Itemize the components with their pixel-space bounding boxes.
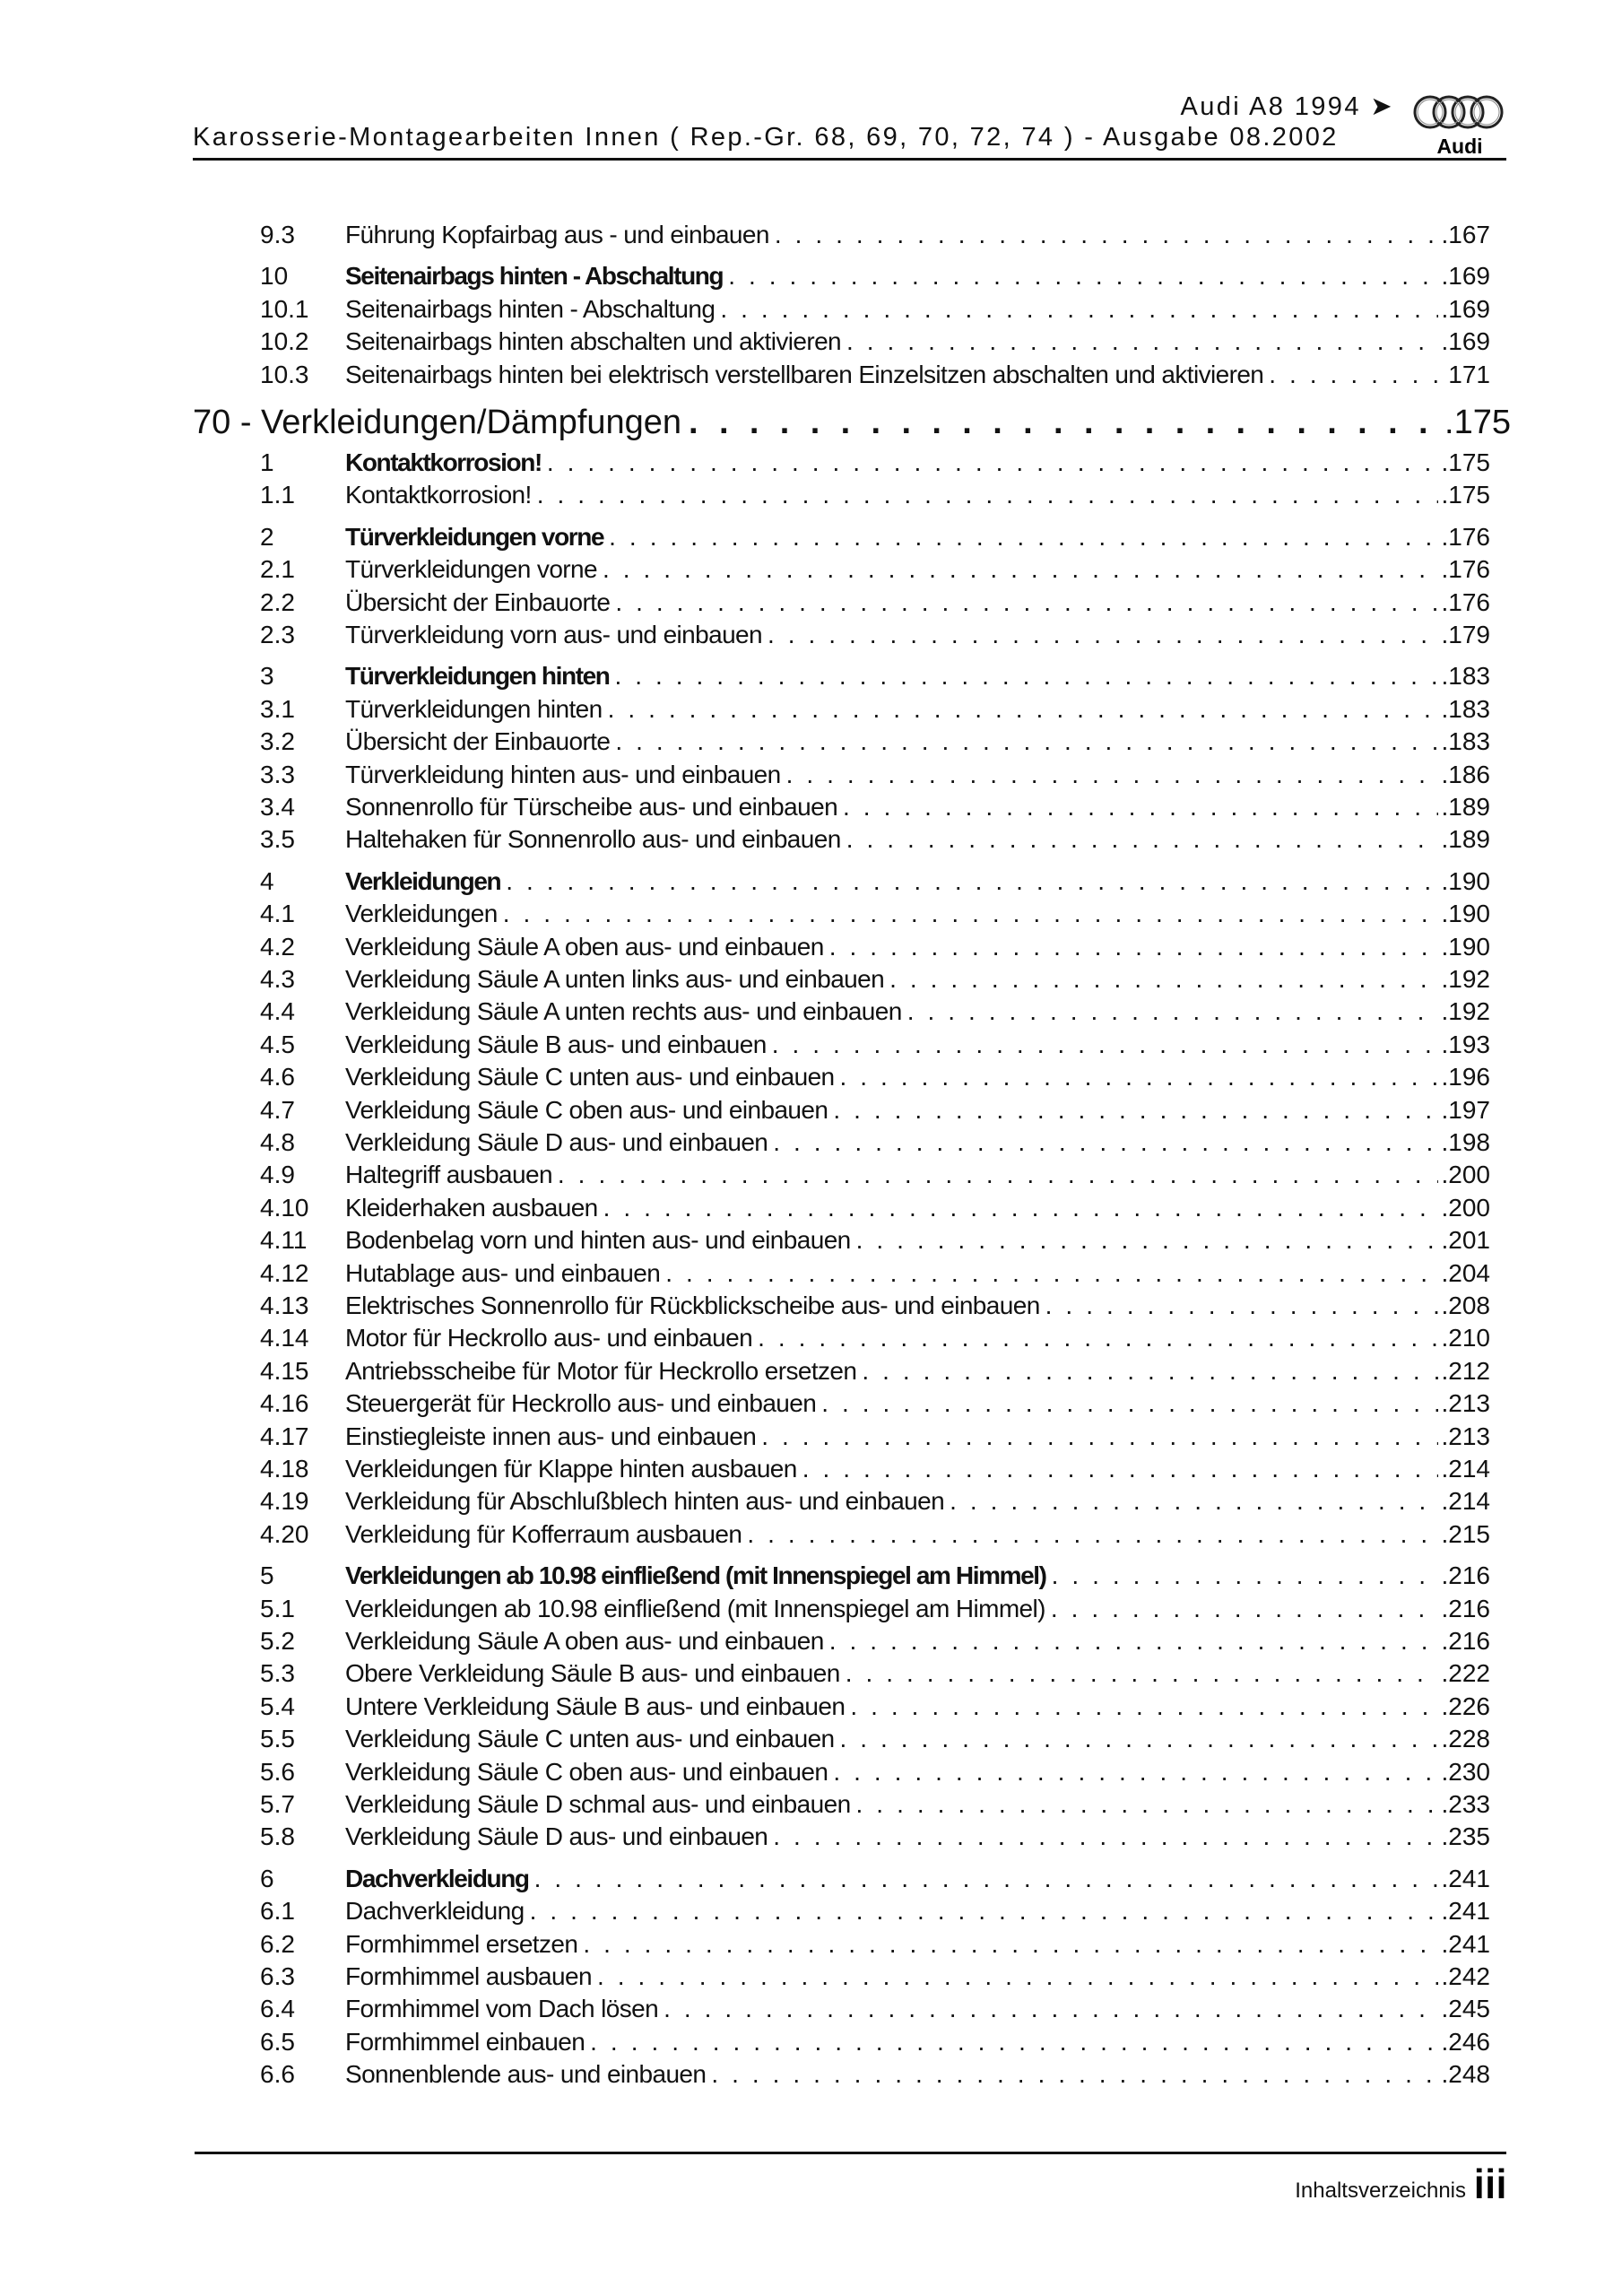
toc-entry-page[interactable]: .222	[1441, 1659, 1490, 1688]
toc-entry[interactable]	[260, 1257, 1490, 1290]
footer-divider	[195, 2152, 1506, 2154]
toc-entry[interactable]	[260, 1593, 1490, 1625]
dot-leader	[603, 1192, 1438, 1224]
toc-entry-number: 6.1	[260, 1897, 295, 1926]
dot-leader	[856, 1788, 1438, 1821]
toc-entry[interactable]	[260, 726, 1490, 758]
toc-entry-page[interactable]: .246	[1441, 2027, 1490, 2056]
toc-entry-page[interactable]: .179	[1441, 621, 1490, 648]
toc-entry-page[interactable]: .183	[1441, 694, 1490, 723]
toc-entry-page[interactable]: .198	[1441, 1128, 1490, 1156]
toc-entry-title[interactable]: Verkleidungen	[345, 900, 498, 928]
dot-leader	[840, 1723, 1438, 1755]
toc-entry-number: 10.3	[260, 360, 309, 388]
toc-entry[interactable]	[260, 898, 1490, 930]
toc-entry-title[interactable]: Verkleidung Säule D aus- und einbauen	[345, 1128, 768, 1156]
toc-entry-title[interactable]: Sonnenblende aus- und einbauen	[345, 2060, 707, 2089]
toc-entry-number: 4.17	[260, 1422, 309, 1450]
toc-entry-page[interactable]: .228	[1441, 1725, 1490, 1753]
toc-entry-title[interactable]: Dachverkleidung	[345, 1864, 529, 1892]
toc-entry[interactable]	[260, 1322, 1490, 1354]
toc-entry[interactable]	[260, 1387, 1490, 1420]
toc-entry-number: 1	[260, 448, 274, 476]
toc-entry-title[interactable]: Hutablage aus- und einbauen	[345, 1258, 661, 1287]
toc-entry-page[interactable]: .245	[1441, 1995, 1490, 2023]
toc-entry-page[interactable]: .210	[1441, 1324, 1490, 1352]
toc-entry-page[interactable]: .176	[1441, 522, 1490, 551]
toc-entry-number: 5	[260, 1561, 274, 1590]
toc-entry[interactable]	[260, 553, 1490, 586]
toc-entry-title[interactable]: Formhimmel vom Dach lösen	[345, 1995, 659, 2023]
toc-entry[interactable]	[260, 1895, 1490, 1927]
toc-entry-page[interactable]: .175	[1441, 481, 1490, 509]
toc-entry-number: 4.11	[260, 1226, 308, 1255]
dot-leader	[907, 996, 1438, 1028]
audi-four-rings-icon	[1411, 93, 1508, 131]
dot-leader	[1269, 359, 1444, 391]
toc-entry-number: 4.19	[260, 1487, 309, 1516]
header-divider	[193, 158, 1506, 161]
toc-entry-title[interactable]: Türverkleidungen vorne	[345, 555, 597, 584]
toc-entry-page[interactable]: .230	[1441, 1757, 1490, 1786]
toc-entry[interactable]	[260, 865, 1490, 898]
toc-entry-number: 5.5	[260, 1725, 295, 1753]
toc-entry-number: 5.2	[260, 1627, 295, 1655]
toc-entry-page[interactable]: .216	[1441, 1561, 1490, 1590]
toc-entry-number: 5.1	[260, 1594, 295, 1622]
dot-leader	[615, 726, 1437, 758]
toc-entry-title[interactable]: Türverkleidung hinten aus- und einbauen	[345, 760, 781, 788]
dot-leader	[597, 1961, 1438, 1993]
dot-leader	[728, 260, 1437, 292]
toc-entry-page[interactable]: .167	[1441, 221, 1490, 248]
dot-leader	[761, 1421, 1437, 1453]
toc-entry-page[interactable]: .190	[1441, 866, 1490, 895]
toc-entry-title[interactable]: Türverkleidungen vorne	[345, 522, 604, 551]
toc-entry[interactable]	[260, 1691, 1490, 1723]
toc-entry-number: 4.1	[260, 900, 295, 928]
toc-entry-page[interactable]: .216	[1441, 1627, 1490, 1655]
footer-section-label: Inhaltsverzeichnis	[1295, 2179, 1466, 2203]
toc-entry-title[interactable]: Verkleidung Säule A unten links aus- und einbauen	[345, 965, 885, 993]
toc-entry[interactable]	[260, 359, 1490, 391]
dot-leader	[786, 759, 1438, 791]
toc-entry-number: 5.8	[260, 1822, 295, 1851]
toc-entry-number: 6.3	[260, 1962, 295, 1990]
toc-entry[interactable]	[260, 931, 1490, 963]
toc-entry[interactable]	[260, 1821, 1490, 1853]
dot-leader	[664, 1993, 1437, 2025]
dot-leader	[843, 791, 1437, 823]
chapter-title[interactable]: 70 - Verkleidungen/Dämpfungen	[193, 404, 682, 441]
dot-leader	[773, 1126, 1437, 1159]
toc-entry-number: 4.15	[260, 1356, 309, 1385]
dot-leader	[758, 1322, 1437, 1354]
dot-leader	[608, 693, 1438, 726]
toc-entry-page[interactable]: .208	[1441, 1292, 1490, 1319]
toc-entry[interactable]	[260, 1355, 1490, 1387]
toc-entry-page[interactable]: .186	[1441, 760, 1490, 788]
toc-entry-number: 4.6	[260, 1063, 295, 1091]
toc-entry-number: 2.1	[260, 555, 295, 584]
toc-entry-page[interactable]: .212	[1441, 1356, 1490, 1385]
toc-entry[interactable]	[260, 447, 1490, 479]
toc-entry-number: 4.10	[260, 1193, 309, 1222]
toc-entry-title[interactable]: Übersicht der Einbauorte	[345, 727, 611, 756]
chapter-page[interactable]: .175	[1444, 404, 1511, 441]
dot-leader	[850, 1691, 1437, 1723]
dot-leader	[583, 1928, 1437, 1961]
toc-entry-page[interactable]: .192	[1441, 997, 1490, 1026]
toc-entry[interactable]	[260, 587, 1490, 619]
toc-entry-title[interactable]: Türverkleidungen hinten	[345, 694, 603, 723]
toc-entry[interactable]	[260, 823, 1490, 856]
toc-entry-title[interactable]: Antriebsscheibe für Motor für Heckrollo ersetzen	[345, 1356, 857, 1385]
toc-entry-page[interactable]: .213	[1441, 1389, 1490, 1418]
toc-entry-number: 6.5	[260, 2027, 295, 2056]
dot-leader	[846, 326, 1437, 358]
toc-entry-title[interactable]: Seitenairbags hinten bei elektrisch verstellbaren Einzelsitzen abschalten und aktivieren	[345, 360, 1264, 388]
audi-logo	[1411, 93, 1508, 156]
toc-entry-page[interactable]: .200	[1441, 1193, 1490, 1222]
toc-entry-number: 4.12	[260, 1258, 309, 1287]
toc-entry-number: 4.9	[260, 1161, 295, 1189]
toc-entry[interactable]	[260, 693, 1490, 726]
dot-leader	[833, 1094, 1437, 1126]
toc-entry[interactable]	[260, 1094, 1490, 1126]
toc-entry-number: 3.5	[260, 825, 295, 854]
toc-entry-page[interactable]: .176	[1441, 587, 1490, 616]
toc-entry[interactable]	[260, 660, 1490, 692]
toc-entry-title[interactable]: Kleiderhaken ausbauen	[345, 1193, 598, 1222]
toc-entry-title[interactable]: Verkleidung Säule C oben aus- und einbauen	[345, 1095, 828, 1124]
toc-entry-page[interactable]: .201	[1441, 1226, 1490, 1255]
toc-entry-number: 2.3	[260, 621, 295, 648]
toc-entry-number: 9.3	[260, 221, 295, 248]
toc-entry-page[interactable]: .193	[1441, 1030, 1490, 1058]
toc-entry-title[interactable]: Formhimmel ersetzen	[345, 1929, 578, 1958]
toc-entry-number: 3.2	[260, 727, 295, 756]
toc-entry-number: 10.2	[260, 327, 309, 356]
dot-leader	[768, 619, 1438, 651]
toc-entry-number: 3.1	[260, 694, 295, 723]
toc-entry-number: 4.14	[260, 1324, 309, 1352]
toc-entry[interactable]	[260, 963, 1490, 996]
dot-leader	[889, 963, 1437, 996]
toc-entry-number: 4.16	[260, 1389, 309, 1418]
toc-entry[interactable]	[260, 791, 1490, 823]
toc-entry-page[interactable]: .189	[1441, 793, 1490, 821]
toc-entry-number: 6.4	[260, 1995, 295, 2023]
toc-entry-title[interactable]: Seitenairbags hinten - Abschaltung	[345, 262, 724, 291]
toc-entry-title[interactable]: Verkleidungen ab 10.98 einfließend (mit Innenspiegel am Himmel)	[345, 1561, 1046, 1590]
toc-entry-page[interactable]: .204	[1441, 1258, 1490, 1287]
dot-leader	[950, 1485, 1437, 1518]
toc-entry-page[interactable]: .242	[1441, 1962, 1490, 1990]
dot-leader	[772, 1029, 1438, 1061]
toc-entry-title[interactable]: Verkleidung Säule A oben aus- und einbauen	[345, 1627, 824, 1655]
toc-entry[interactable]	[260, 2058, 1490, 2091]
toc-entry-page[interactable]: .200	[1441, 1161, 1490, 1189]
toc-entry[interactable]	[260, 1993, 1490, 2025]
toc-entry-title[interactable]: Verkleidung Säule C unten aus- und einbauen	[345, 1725, 835, 1753]
toc-entry-page[interactable]: .241	[1441, 1929, 1490, 1958]
toc-entry-title[interactable]: Verkleidung Säule C unten aus- und einbauen	[345, 1063, 835, 1091]
header-title: Karosserie-Montagearbeiten Innen ( Rep.-Gr. 68, 69, 70, 72, 74 ) - Ausgabe 08.2002	[193, 123, 1339, 152]
toc-entry-page[interactable]: .169	[1441, 294, 1490, 323]
toc-entry-title[interactable]: Formhimmel ausbauen	[345, 1962, 592, 1990]
toc-entry-title[interactable]: Untere Verkleidung Säule B aus- und einbauen	[345, 1692, 846, 1720]
toc-entry-number: 5.7	[260, 1790, 295, 1818]
toc-entry-page[interactable]: .176	[1441, 555, 1490, 584]
dot-leader	[862, 1355, 1437, 1387]
toc-entry-title[interactable]: Kontaktkorrosion!	[345, 448, 542, 476]
toc-entry-page[interactable]: .214	[1441, 1455, 1490, 1483]
toc-entry-number: 10.1	[260, 294, 309, 323]
dot-leader	[720, 293, 1437, 326]
dot-leader	[711, 2058, 1437, 2091]
dot-leader	[840, 1061, 1438, 1093]
toc-entry-page[interactable]: .233	[1441, 1790, 1490, 1818]
chapter-heading[interactable]	[193, 402, 1511, 443]
toc-entry-title[interactable]: Verkleidung Säule A oben aus- und einbauen	[345, 932, 824, 961]
toc-entry-number: 4.5	[260, 1030, 295, 1058]
toc-entry-page[interactable]: .183	[1441, 662, 1490, 691]
toc-entry[interactable]	[260, 619, 1490, 651]
toc-entry[interactable]	[260, 1421, 1490, 1453]
toc-entry-number: 4.18	[260, 1455, 309, 1483]
toc-entry-number: 5.3	[260, 1659, 295, 1688]
toc-entry-number: 4	[260, 866, 274, 895]
footer-page-number: iii	[1474, 2161, 1508, 2207]
audi-wordmark: Audi	[1436, 135, 1483, 158]
dot-leader	[821, 1387, 1437, 1420]
dot-leader	[609, 521, 1437, 553]
toc-entry-title[interactable]: Verkleidungen ab 10.98 einfließend (mit Innenspiegel am Himmel)	[345, 1594, 1045, 1622]
toc-entry[interactable]	[260, 521, 1490, 553]
toc-entry-title[interactable]: Seitenairbags hinten abschalten und aktivieren	[345, 327, 842, 356]
dot-leader	[534, 1863, 1438, 1895]
dot-leader	[829, 931, 1438, 963]
toc-entry-title[interactable]: Einstiegleiste innen aus- und einbauen	[345, 1422, 757, 1450]
dot-leader	[615, 660, 1438, 692]
toc-entry-number: 6.2	[260, 1929, 295, 1958]
dot-leader	[1052, 1560, 1438, 1592]
toc-entry[interactable]	[260, 759, 1490, 791]
toc-entry-page[interactable]: .183	[1441, 727, 1490, 756]
toc-entry-number: 4.7	[260, 1095, 295, 1124]
toc-entry-page[interactable]: .248	[1441, 2060, 1490, 2089]
toc-entry[interactable]	[260, 1928, 1490, 1961]
toc-entry[interactable]	[260, 1126, 1490, 1159]
dot-leader	[665, 1257, 1437, 1290]
toc-entry[interactable]	[260, 1518, 1490, 1551]
toc-entry-page[interactable]: .216	[1441, 1594, 1490, 1622]
toc-entry-number: 4.8	[260, 1128, 295, 1156]
toc-entry-number: 3.4	[260, 793, 295, 821]
toc-entry-title[interactable]: Haltehaken für Sonnenrollo aus- und einbauen	[345, 825, 841, 854]
toc-entry-title[interactable]: Verkleidung für Abschlußblech hinten aus- und einbauen	[345, 1487, 945, 1516]
toc-entry-title[interactable]: Übersicht der Einbauorte	[345, 587, 611, 616]
toc-entry-number: 4.2	[260, 932, 295, 961]
toc-entry-page[interactable]: .192	[1441, 965, 1490, 993]
dot-leader	[603, 553, 1438, 586]
toc-entry-title[interactable]: Steuergerät für Heckrollo aus- und einbauen	[345, 1389, 817, 1418]
toc-entry-number: 2	[260, 522, 274, 551]
toc-entry-page[interactable]: .169	[1441, 262, 1490, 291]
toc-entry-title[interactable]: Elektrisches Sonnenrollo für Rückblickscheibe aus- und einbauen	[345, 1292, 1040, 1319]
toc-entry-title[interactable]: Führung Kopfairbag aus - und einbauen	[345, 221, 769, 248]
toc-entry-page[interactable]: .226	[1441, 1692, 1490, 1720]
toc-entry-title[interactable]: Motor für Heckrollo aus- und einbauen	[345, 1324, 753, 1352]
toc-entry-number: 4.20	[260, 1519, 309, 1548]
toc-entry-title[interactable]: Haltegriff ausbauen	[345, 1161, 552, 1189]
dot-leader	[547, 447, 1438, 479]
dot-leader	[773, 1821, 1437, 1853]
toc-entry-page[interactable]: .189	[1441, 825, 1490, 854]
dot-leader	[689, 402, 1443, 443]
toc-entry-title[interactable]: Obere Verkleidung Säule B aus- und einbauen	[345, 1659, 840, 1688]
toc-entry-title[interactable]: Sonnenrollo für Türscheibe aus- und einbauen	[345, 793, 838, 821]
toc-entry-page[interactable]: .235	[1441, 1822, 1490, 1851]
dot-leader	[530, 1895, 1438, 1927]
toc-entry[interactable]	[260, 1863, 1490, 1895]
toc-entry-page[interactable]: .213	[1441, 1422, 1490, 1450]
toc-entry-title[interactable]: Dachverkleidung	[345, 1897, 525, 1926]
toc-entry-title[interactable]: Verkleidung Säule B aus- und einbauen	[345, 1030, 767, 1058]
toc-entry[interactable]	[260, 1961, 1490, 1993]
dot-leader	[747, 1518, 1437, 1551]
dot-leader	[537, 479, 1438, 511]
toc-entry-page[interactable]: .175	[1441, 448, 1490, 476]
toc-entry-number: 6.6	[260, 2060, 295, 2089]
dot-leader	[833, 1756, 1437, 1788]
toc-entry-title[interactable]: Seitenairbags hinten - Abschaltung	[345, 294, 716, 323]
toc-entry-number: 2.2	[260, 587, 295, 616]
toc-entry-number: 1.1	[260, 481, 295, 509]
dot-leader	[856, 1224, 1438, 1257]
toc-entry-page[interactable]: .196	[1441, 1063, 1490, 1091]
toc-entry-title[interactable]: Verkleidungen	[345, 866, 501, 895]
toc-entry-title[interactable]: Verkleidung Säule A unten rechts aus- und einbauen	[345, 997, 902, 1026]
dot-leader	[829, 1625, 1438, 1657]
toc-entry-page[interactable]: .215	[1441, 1519, 1490, 1548]
toc-entry-title[interactable]: Türverkleidung vorn aus- und einbauen	[345, 621, 762, 648]
toc-entry-number: 4.3	[260, 965, 295, 993]
toc-entry-title[interactable]: Bodenbelag vorn und hinten aus- und einbauen	[345, 1226, 851, 1255]
toc-entry-title[interactable]: Verkleidung Säule D schmal aus- und einbauen	[345, 1790, 851, 1818]
toc-entry-number: 5.6	[260, 1757, 295, 1786]
toc-entry[interactable]	[260, 1192, 1490, 1224]
toc-entry[interactable]	[260, 479, 1490, 511]
toc-entry[interactable]	[260, 1485, 1490, 1518]
toc-entry-number: 3.3	[260, 760, 295, 788]
toc-entry[interactable]	[260, 1625, 1490, 1657]
dot-leader	[615, 587, 1437, 619]
toc-entry-number: 10	[260, 262, 289, 291]
dot-leader	[802, 1453, 1438, 1485]
dot-leader	[590, 2026, 1437, 2058]
toc-entry-title[interactable]: Türverkleidungen hinten	[345, 662, 610, 691]
toc-entry[interactable]	[260, 293, 1490, 326]
toc-entry[interactable]	[260, 1788, 1490, 1821]
toc-entry-page[interactable]: 171	[1448, 360, 1490, 388]
dot-leader	[775, 219, 1438, 251]
toc-entry-number: 5.4	[260, 1692, 295, 1720]
toc-entry[interactable]	[260, 1657, 1490, 1690]
toc-entry-title[interactable]: Verkleidung für Kofferraum ausbauen	[345, 1519, 742, 1548]
dot-leader	[846, 823, 1438, 856]
toc-entry[interactable]	[260, 219, 1490, 251]
toc-entry-number: 4.4	[260, 997, 295, 1026]
toc-entry-page[interactable]: .169	[1441, 327, 1490, 356]
header-model: Audi A8 1994 ➤	[1180, 92, 1394, 121]
dot-leader	[503, 898, 1438, 930]
toc-entry-number: 4.13	[260, 1292, 309, 1319]
toc-entry-number: 6	[260, 1864, 274, 1892]
toc-entry-title[interactable]: Verkleidungen für Klappe hinten ausbauen	[345, 1455, 797, 1483]
toc-entry-title[interactable]: Verkleidung Säule C oben aus- und einbauen	[345, 1757, 828, 1786]
toc-entry[interactable]	[260, 1453, 1490, 1485]
dot-leader	[558, 1159, 1438, 1191]
dot-leader	[1051, 1593, 1438, 1625]
toc-entry[interactable]	[260, 1029, 1490, 1061]
toc-entry-title[interactable]: Kontaktkorrosion!	[345, 481, 532, 509]
dot-leader	[506, 865, 1437, 898]
dot-leader	[846, 1657, 1438, 1690]
toc-entry-page[interactable]: .190	[1441, 900, 1490, 928]
toc-entry[interactable]	[260, 1756, 1490, 1788]
toc-entry-page[interactable]: .190	[1441, 932, 1490, 961]
toc-entry-page[interactable]: .241	[1441, 1864, 1490, 1892]
toc-entry[interactable]	[260, 1560, 1490, 1592]
toc-entry[interactable]	[260, 260, 1490, 292]
toc-entry-title[interactable]: Verkleidung Säule D aus- und einbauen	[345, 1822, 768, 1851]
toc-entry[interactable]	[260, 1224, 1490, 1257]
toc-entry[interactable]	[260, 2026, 1490, 2058]
toc-entry[interactable]	[260, 996, 1490, 1028]
toc-entry[interactable]	[260, 1061, 1490, 1093]
toc-entry[interactable]	[260, 326, 1490, 358]
toc-entry[interactable]	[260, 1159, 1490, 1191]
toc-entry[interactable]	[260, 1290, 1490, 1322]
toc-entry-page[interactable]: .214	[1441, 1487, 1490, 1516]
dot-leader	[1045, 1290, 1438, 1322]
toc-entry-number: 3	[260, 662, 274, 691]
toc-entry[interactable]	[260, 1723, 1490, 1755]
toc-entry-title[interactable]: Formhimmel einbauen	[345, 2027, 585, 2056]
toc-entry-page[interactable]: .197	[1441, 1095, 1490, 1124]
toc-entry-page[interactable]: .241	[1441, 1897, 1490, 1926]
